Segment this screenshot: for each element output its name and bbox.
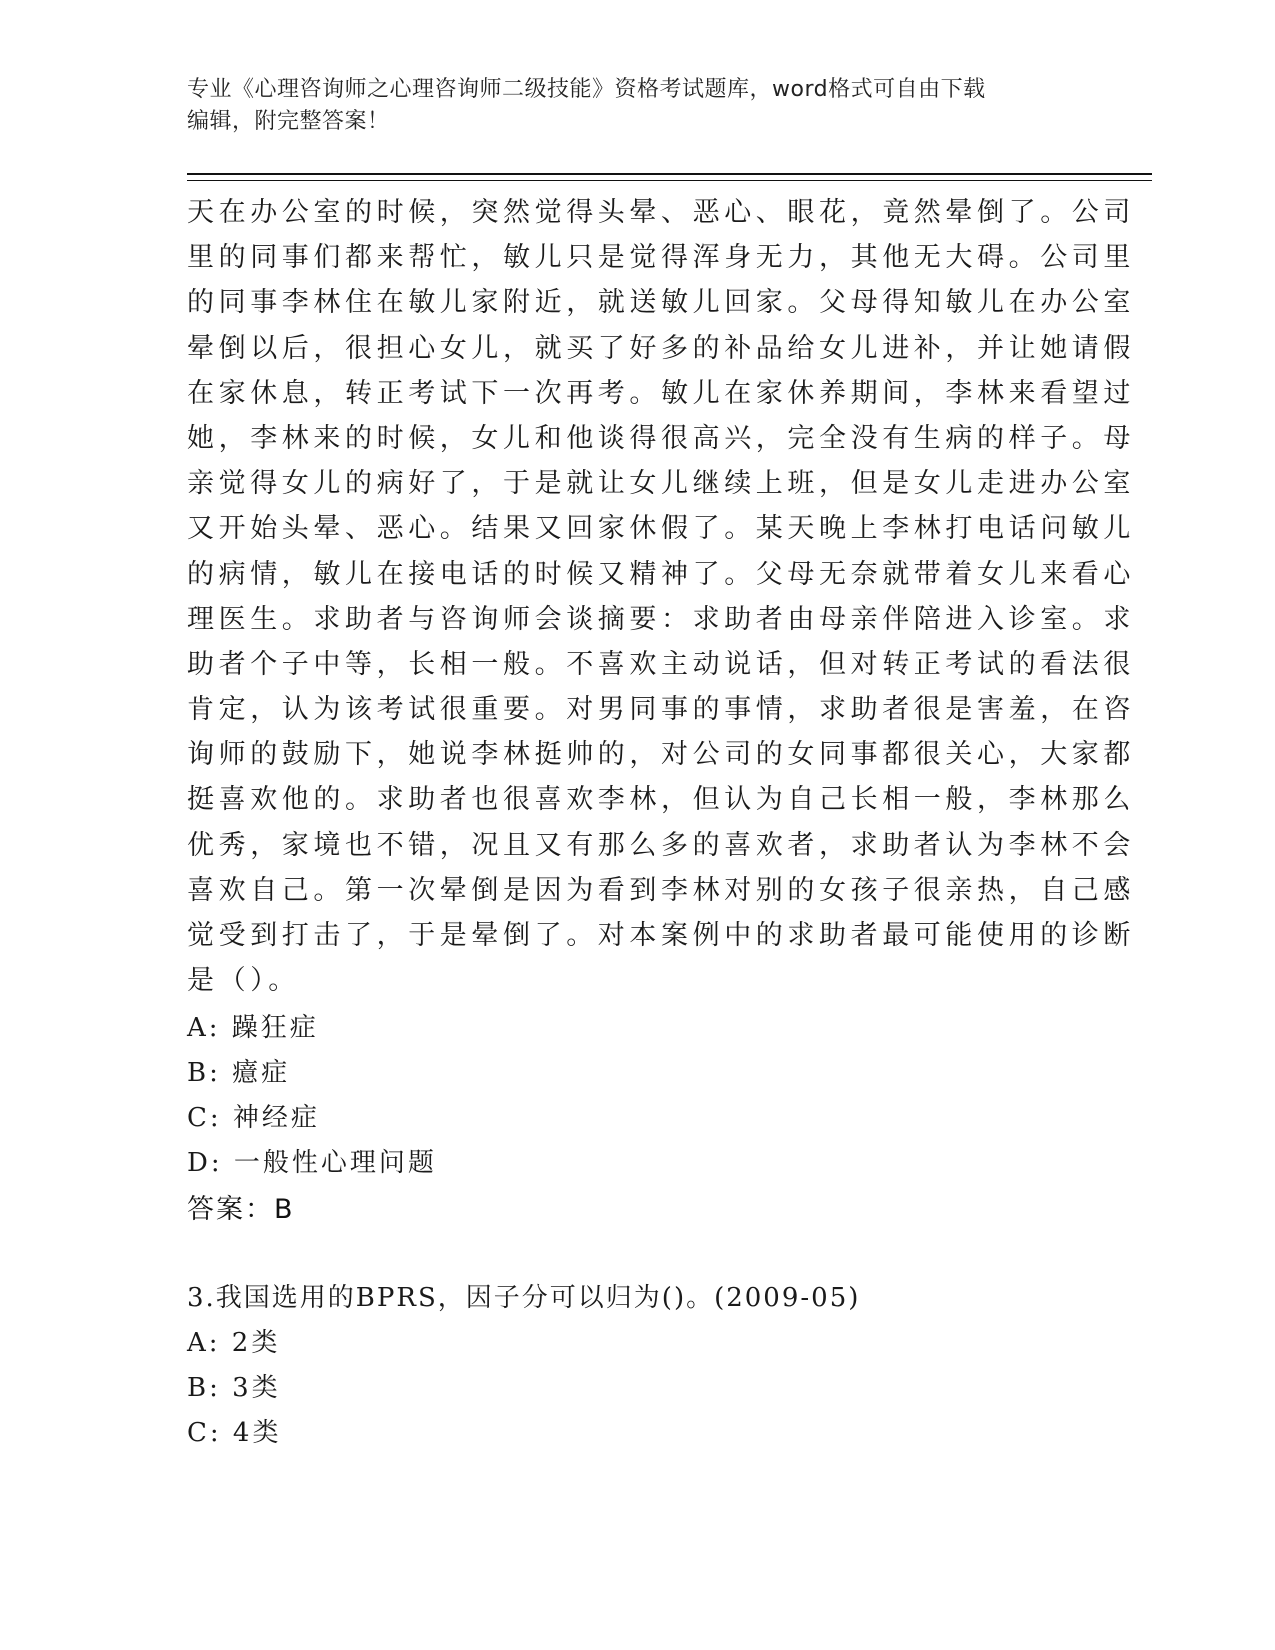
- question-text-line: 挺喜欢他的。求助者也很喜欢李林，但认为自己长相一般，李林那么: [187, 784, 1135, 816]
- question-text-line: 里的同事们都来帮忙，敏儿只是觉得浑身无力，其他无大碍。公司里: [187, 242, 1135, 274]
- header-line-2: 编辑，附完整答案！: [187, 109, 390, 134]
- question-text-line: 的病情，敏儿在接电话的时候又精神了。父母无奈就带着女儿来看心: [187, 558, 1135, 590]
- option-d: D: 一般性心理问题: [187, 1148, 437, 1178]
- header-rule-thin: [187, 180, 1152, 181]
- question-text-line: 天在办公室的时候，突然觉得头晕、恶心、眼花，竟然晕倒了。公司: [187, 197, 1135, 228]
- question-text-line: 她，李林来的时候，女儿和他谈得很高兴，完全没有生病的样子。母: [187, 422, 1135, 454]
- question-text-line: 询师的鼓励下，她说李林挺帅的，对公司的女同事都很关心，大家都: [187, 739, 1135, 771]
- document-header: [187, 74, 1087, 138]
- question-text-line: 的同事李林住在敏儿家附近，就送敏儿回家。父母得知敏儿在办公室: [187, 287, 1135, 319]
- question-text-line: 助者个子中等，长相一般。不喜欢主动说话，但对转正考试的看法很: [187, 648, 1135, 680]
- question-2-body: [187, 190, 1135, 1003]
- answer-label: 答案：B: [187, 1194, 295, 1225]
- question-text-line: 又开始头晕、恶心。结果又回家休假了。某天晚上李林打电话问敏儿: [187, 513, 1135, 545]
- option-b: B: 癔症: [187, 1058, 291, 1088]
- q3-option-a: A: 2类: [187, 1328, 281, 1358]
- question-text-line: 喜欢自己。第一次晕倒是因为看到李林对别的女孩子很亲热，自己感: [187, 874, 1135, 906]
- question-text-line: 理医生。求助者与咨询师会谈摘要：求助者由母亲伴陪进入诊室。求: [187, 603, 1135, 635]
- header-line-1: 专业《心理咨询师之心理咨询师二级技能》资格考试题库，word格式可自由下载: [187, 77, 986, 102]
- question-text-line: 在家休息，转正考试下一次再考。敏儿在家休养期间，李林来看望过: [187, 377, 1135, 409]
- header-rule-thick: [187, 173, 1152, 175]
- question-text-line: 是（）。: [187, 965, 300, 997]
- q3-option-b: B: 3类: [187, 1373, 281, 1403]
- question-text-line: 亲觉得女儿的病好了，于是就让女儿继续上班，但是女儿走进办公室: [187, 468, 1135, 500]
- q3-option-c: C: 4类: [187, 1418, 282, 1448]
- option-a: A: 躁狂症: [187, 1013, 319, 1043]
- question-3-title: 3.我国选用的BPRS，因子分可以归为()。(2009-05): [187, 1283, 861, 1313]
- option-c: C: 神经症: [187, 1103, 320, 1133]
- question-text-line: 晕倒以后，很担心女儿，就买了好多的补品给女儿进补，并让她请假: [187, 332, 1135, 364]
- question-text-line: 觉受到打击了，于是晕倒了。对本案例中的求助者最可能使用的诊断: [187, 920, 1135, 951]
- question-text-line: 优秀，家境也不错，况且又有那么多的喜欢者，求助者认为李林不会: [187, 829, 1135, 861]
- question-text-line: 肯定，认为该考试很重要。对男同事的事情，求助者很是害羞，在咨: [187, 694, 1135, 726]
